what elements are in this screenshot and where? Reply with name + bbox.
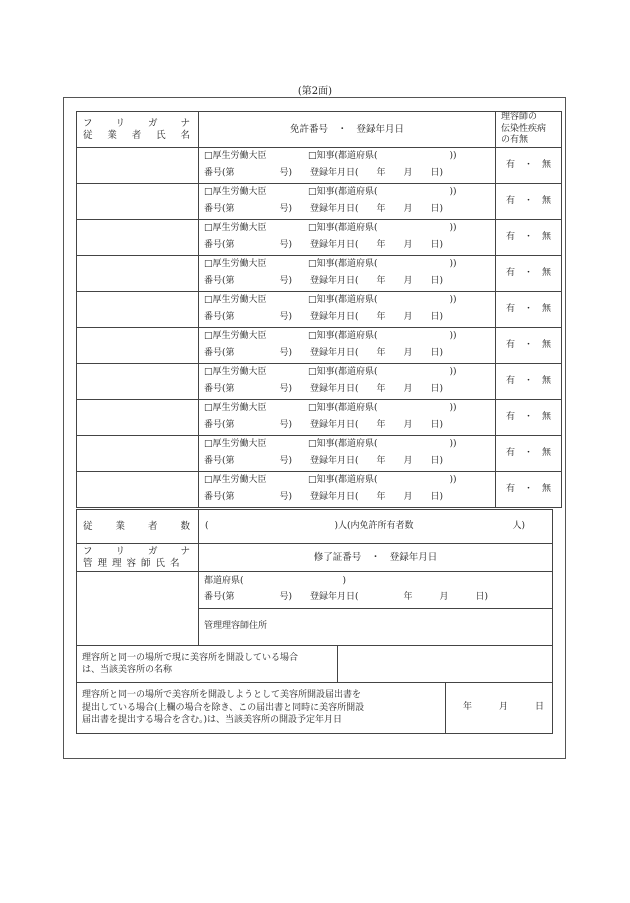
question1-row xyxy=(77,646,553,683)
mhlw-checkbox-option[interactable]: □厚生労働大臣 xyxy=(204,475,267,486)
employee-count-manager-table xyxy=(76,509,553,646)
separator-dot: ・ xyxy=(523,267,533,278)
disease-yes-no xyxy=(496,472,562,508)
license-header: 免許番号 ・ 登録年月日 xyxy=(199,112,496,148)
license-type-line xyxy=(204,365,495,382)
governor-checkbox-option[interactable]: □知事(都道府県( )) xyxy=(308,331,457,342)
yes-option[interactable]: 有 xyxy=(505,303,515,314)
license-type-line xyxy=(204,437,495,454)
furigana-char: フ xyxy=(83,117,93,129)
employee-count-label xyxy=(77,510,199,544)
employee-row xyxy=(77,256,562,292)
employee-row xyxy=(77,184,562,220)
employee-name-field[interactable] xyxy=(77,220,199,256)
license-field xyxy=(199,184,496,220)
license-number-line[interactable]: 番号(第 号) 登録年月日( 年 月 日) xyxy=(204,204,444,215)
employee-name-field[interactable] xyxy=(77,148,199,184)
employee-row xyxy=(77,220,562,256)
license-field xyxy=(199,292,496,328)
license-number-line[interactable]: 番号(第 号) 登録年月日( 年 月 日) xyxy=(204,240,444,251)
manager-cert-row xyxy=(77,572,553,609)
opening-date-field[interactable]: 年 月 日 xyxy=(445,683,553,734)
yes-option[interactable]: 有 xyxy=(505,411,515,422)
separator-dot: ・ xyxy=(523,195,533,206)
furigana-char: フ xyxy=(83,545,93,557)
no-option[interactable]: 無 xyxy=(542,195,552,206)
license-type-line xyxy=(204,473,495,490)
license-number-line[interactable]: 番号(第 号) 登録年月日( 年 月 日) xyxy=(204,168,444,179)
license-type-line xyxy=(204,257,495,274)
name-label-char: 名 xyxy=(180,129,190,141)
disease-yes-no xyxy=(496,148,562,184)
license-field xyxy=(199,436,496,472)
governor-checkbox-option[interactable]: □知事(都道府県( )) xyxy=(308,475,457,486)
count-label-char: 数 xyxy=(180,520,190,532)
furigana-char: ナ xyxy=(180,545,190,557)
yes-option[interactable]: 有 xyxy=(505,447,515,458)
question1-line: 理容所と同一の場所で現に美容所を開設している場合 xyxy=(82,652,299,663)
employee-name-label xyxy=(77,130,198,142)
mhlw-checkbox-option[interactable]: □厚生労働大臣 xyxy=(204,331,267,342)
question2-line: 届出書を提出する場合を含む。)は、当該美容所の開設予定年月日 xyxy=(82,715,343,726)
license-field xyxy=(199,472,496,508)
name-label-char: 従 xyxy=(83,129,93,141)
no-option[interactable]: 無 xyxy=(542,447,552,458)
furigana-char: ガ xyxy=(147,117,158,129)
license-type-line xyxy=(204,329,495,346)
beauty-salon-name-field[interactable] xyxy=(338,646,553,683)
separator-dot: ・ xyxy=(523,375,533,386)
mhlw-checkbox-option[interactable]: □厚生労働大臣 xyxy=(204,259,267,270)
disease-yes-no xyxy=(496,220,562,256)
mhlw-checkbox-option[interactable]: □厚生労働大臣 xyxy=(204,439,267,450)
furigana-label xyxy=(77,118,198,130)
furigana-char: リ xyxy=(115,545,125,557)
governor-checkbox-option[interactable]: □知事(都道府県( )) xyxy=(308,259,457,270)
license-number-line[interactable]: 番号(第 号) 登録年月日( 年 月 日) xyxy=(204,312,444,323)
separator-dot: ・ xyxy=(523,411,533,422)
cert-prefecture-line: 都道府県( ) xyxy=(204,576,347,587)
no-option[interactable]: 無 xyxy=(542,231,552,242)
manager-name-header xyxy=(77,544,199,572)
mhlw-checkbox-option[interactable]: □厚生労働大臣 xyxy=(204,151,267,162)
no-option[interactable]: 無 xyxy=(542,303,552,314)
governor-checkbox-option[interactable]: □知事(都道府県( )) xyxy=(308,295,457,306)
disease-header-line: 理容師の xyxy=(501,112,538,122)
yes-option[interactable]: 有 xyxy=(505,483,515,494)
disease-yes-no xyxy=(496,292,562,328)
name-label-char: 業 xyxy=(107,129,117,141)
name-label-char: 者 xyxy=(131,129,142,141)
license-type-line xyxy=(204,401,495,418)
employee-row xyxy=(77,148,562,184)
yes-option[interactable]: 有 xyxy=(505,195,515,206)
separator-dot: ・ xyxy=(523,231,533,242)
employee-name-field[interactable] xyxy=(77,472,199,508)
yes-option[interactable]: 有 xyxy=(505,267,515,278)
yes-option[interactable]: 有 xyxy=(505,159,515,170)
employee-name-field[interactable] xyxy=(77,256,199,292)
employee-name-field[interactable] xyxy=(77,184,199,220)
employee-name-header xyxy=(77,112,199,148)
count-label-char: 者 xyxy=(147,520,158,532)
governor-checkbox-option[interactable]: □知事(都道府県( )) xyxy=(308,439,457,450)
disease-yes-no xyxy=(496,364,562,400)
count-label-char: 従 xyxy=(83,520,93,532)
count-label-char: 業 xyxy=(115,520,125,532)
license-field xyxy=(199,400,496,436)
license-type-line xyxy=(204,293,495,310)
question2-label xyxy=(77,683,446,734)
manager-name-field[interactable] xyxy=(77,572,199,646)
disease-yes-no xyxy=(496,256,562,292)
employee-count-row xyxy=(77,510,553,544)
manager-name-label: 管理理容師氏名 xyxy=(83,557,185,569)
no-option[interactable]: 無 xyxy=(542,339,552,350)
disease-yes-no xyxy=(496,436,562,472)
manager-cert-field[interactable] xyxy=(199,572,553,609)
license-number-line[interactable]: 番号(第 号) 登録年月日( 年 月 日) xyxy=(204,456,444,467)
license-field xyxy=(199,148,496,184)
employee-count-field[interactable]: ( )人(内免許所有者数 人) xyxy=(199,510,553,544)
disease-header xyxy=(496,112,562,148)
employee-name-field[interactable] xyxy=(77,436,199,472)
no-option[interactable]: 無 xyxy=(542,159,552,170)
employee-row xyxy=(77,364,562,400)
question2-row xyxy=(77,683,553,734)
mhlw-checkbox-option[interactable]: □厚生労働大臣 xyxy=(204,187,267,198)
no-option[interactable]: 無 xyxy=(542,411,552,422)
employee-row xyxy=(77,292,562,328)
separator-dot: ・ xyxy=(523,339,533,350)
license-number-line[interactable]: 番号(第 号) 登録年月日( 年 月 日) xyxy=(204,384,444,395)
license-number-line[interactable]: 番号(第 号) 登録年月日( 年 月 日) xyxy=(204,492,444,503)
yes-option[interactable]: 有 xyxy=(505,375,515,386)
employee-row xyxy=(77,472,562,508)
license-type-line xyxy=(204,185,495,202)
license-type-line xyxy=(204,149,495,166)
disease-header-line: の有無 xyxy=(501,135,529,146)
no-option[interactable]: 無 xyxy=(542,375,552,386)
separator-dot: ・ xyxy=(523,303,533,314)
disease-yes-no xyxy=(496,328,562,364)
yes-option[interactable]: 有 xyxy=(505,231,515,242)
beauty-salon-table xyxy=(76,645,553,734)
license-type-line xyxy=(204,221,495,238)
employee-name-field[interactable] xyxy=(77,364,199,400)
cert-number-line: 番号(第 号) 登録年月日( 年 月 日) xyxy=(204,592,489,603)
employee-table xyxy=(76,111,562,508)
manager-header-row xyxy=(77,544,553,572)
license-number-line[interactable]: 番号(第 号) 登録年月日( 年 月 日) xyxy=(204,420,444,431)
furigana-char: ナ xyxy=(180,117,190,129)
mhlw-checkbox-option[interactable]: □厚生労働大臣 xyxy=(204,403,267,414)
employee-row xyxy=(77,400,562,436)
governor-checkbox-option[interactable]: □知事(都道府県( )) xyxy=(308,367,457,378)
license-field xyxy=(199,364,496,400)
governor-checkbox-option[interactable]: □知事(都道府県( )) xyxy=(308,223,457,234)
employee-name-field[interactable] xyxy=(77,328,199,364)
name-label-char: 氏 xyxy=(156,129,166,141)
license-number-line[interactable]: 番号(第 号) 登録年月日( 年 月 日) xyxy=(204,276,444,287)
disease-yes-no xyxy=(496,400,562,436)
license-field xyxy=(199,256,496,292)
governor-checkbox-option[interactable]: □知事(都道府県( )) xyxy=(308,403,457,414)
question2-line: 提出している場合(上欄の場合を除き、この届出書と同時に美容所開設 xyxy=(82,702,365,713)
cert-header: 修了証番号 ・ 登録年月日 xyxy=(199,544,553,572)
separator-dot: ・ xyxy=(523,483,533,494)
employee-name-field[interactable] xyxy=(77,292,199,328)
employee-row xyxy=(77,436,562,472)
license-field xyxy=(199,328,496,364)
mhlw-checkbox-option[interactable]: □厚生労働大臣 xyxy=(204,223,267,234)
mhlw-checkbox-option[interactable]: □厚生労働大臣 xyxy=(204,367,267,378)
question1-line: は、当該美容所の名称 xyxy=(82,665,173,675)
separator-dot: ・ xyxy=(523,159,533,170)
disease-yes-no xyxy=(496,184,562,220)
no-option[interactable]: 無 xyxy=(542,267,552,278)
question1-label xyxy=(77,646,338,683)
furigana-char: ガ xyxy=(147,545,158,557)
manager-address-label: 管理理容師住所 xyxy=(204,621,268,632)
employee-table-header xyxy=(77,112,562,148)
license-number-line[interactable]: 番号(第 号) 登録年月日( 年 月 日) xyxy=(204,348,444,359)
employee-name-field[interactable] xyxy=(77,400,199,436)
governor-checkbox-option[interactable]: □知事(都道府県( )) xyxy=(308,151,457,162)
governor-checkbox-option[interactable]: □知事(都道府県( )) xyxy=(308,187,457,198)
no-option[interactable]: 無 xyxy=(542,483,552,494)
yes-option[interactable]: 有 xyxy=(505,339,515,350)
license-field xyxy=(199,220,496,256)
mhlw-checkbox-option[interactable]: □厚生労働大臣 xyxy=(204,295,267,306)
manager-address-field[interactable] xyxy=(199,609,553,646)
separator-dot: ・ xyxy=(523,447,533,458)
question2-line: 理容所と同一の場所で美容所を開設しようとして美容所開設届出書を xyxy=(82,690,362,701)
page-label: (第2面) xyxy=(297,86,333,97)
disease-header-line: 伝染性疾病 xyxy=(501,123,547,134)
employee-row xyxy=(77,328,562,364)
furigana-char: リ xyxy=(115,117,125,129)
